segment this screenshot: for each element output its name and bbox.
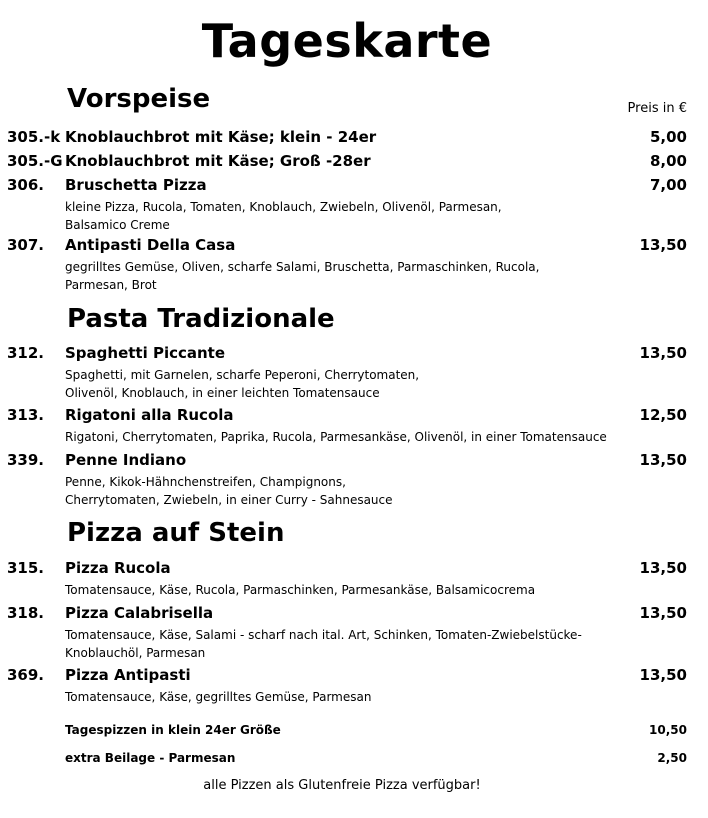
item-price: 13,50	[639, 559, 687, 577]
item-number: 369.	[7, 666, 45, 684]
item-name: Rigatoni alla Rucola	[65, 406, 234, 424]
page-title: Tageskarte	[201, 14, 493, 68]
item-price: 13,50	[639, 604, 687, 622]
item-name: Knoblauchbrot mit Käse; klein - 24er	[65, 128, 377, 146]
item-name: Spaghetti Piccante	[65, 344, 226, 362]
section-title-vorspeise: Vorspeise	[67, 84, 211, 114]
item-price: 13,50	[639, 236, 687, 254]
item-name: Bruschetta Pizza	[65, 176, 207, 194]
item-number: 305.-G	[7, 152, 63, 170]
item-name: Knoblauchbrot mit Käse; Groß -28er	[65, 152, 371, 170]
footer-note: alle Pizzen als Glutenfreie Pizza verfügbar!	[203, 778, 481, 793]
item-name: Antipasti Della Casa	[65, 236, 236, 254]
item-price: 5,00	[649, 128, 687, 146]
item-number: 339.	[7, 451, 45, 469]
item-number: 315.	[7, 559, 45, 577]
item-name: Pizza Rucola	[65, 559, 171, 577]
extra-label: Tagespizzen in klein 24er Größe	[65, 723, 281, 737]
extra-label: extra Beilage - Parmesan	[65, 751, 236, 765]
item-description: Rigatoni, Cherrytomaten, Paprika, Rucola, Parmesankäse, Olivenöl, in einer Tomatensauce	[65, 430, 607, 444]
item-name: Pizza Antipasti	[65, 666, 191, 684]
item-number: 318.	[7, 604, 45, 622]
extra-price: 2,50	[657, 751, 687, 765]
item-price: 13,50	[639, 451, 687, 469]
section-title-pizza: Pizza auf Stein	[67, 518, 285, 548]
item-description: Tomatensauce, Käse, Rucola, Parmaschinken, Parmesankäse, Balsamicocrema	[65, 583, 536, 597]
item-description: Spaghetti, mit Garnelen, scharfe Peperoni, Cherrytomaten, Olivenöl, Knoblauch, in einer leichten Tomatensauce	[65, 368, 420, 400]
item-price: 13,50	[639, 344, 687, 362]
item-number: 307.	[7, 236, 45, 254]
item-price: 8,00	[649, 152, 687, 170]
section-title-pasta: Pasta Tradizionale	[67, 304, 335, 334]
item-description: kleine Pizza, Rucola, Tomaten, Knoblauch, Zwiebeln, Olivenöl, Parmesan, Balsamico Creme	[65, 200, 502, 232]
item-price: 12,50	[639, 406, 687, 424]
item-description: Penne, Kikok-Hähnchenstreifen, Champignons, Cherrytomaten, Zwiebeln, in einer Curry - Sahnesauce	[65, 475, 393, 507]
item-description: Tomatensauce, Käse, gegrilltes Gemüse, Parmesan	[65, 690, 372, 704]
extra-price: 10,50	[649, 723, 687, 737]
item-description: gegrilltes Gemüse, Oliven, scharfe Salami, Bruschetta, Parmaschinken, Rucola, Parmesan, Brot	[65, 260, 540, 292]
item-name: Pizza Calabrisella	[65, 604, 214, 622]
item-number: 305.-k	[7, 128, 61, 146]
item-number: 312.	[7, 344, 45, 362]
item-price: 13,50	[639, 666, 687, 684]
item-name: Penne Indiano	[65, 451, 187, 469]
item-number: 306.	[7, 176, 45, 194]
item-number: 313.	[7, 406, 45, 424]
item-description: Tomatensauce, Käse, Salami - scharf nach ital. Art, Schinken, Tomaten-Zwiebelstücke- Knoblauchöl, Parmesan	[65, 628, 582, 660]
price-hint: Preis in €	[627, 101, 687, 116]
item-price: 7,00	[649, 176, 687, 194]
